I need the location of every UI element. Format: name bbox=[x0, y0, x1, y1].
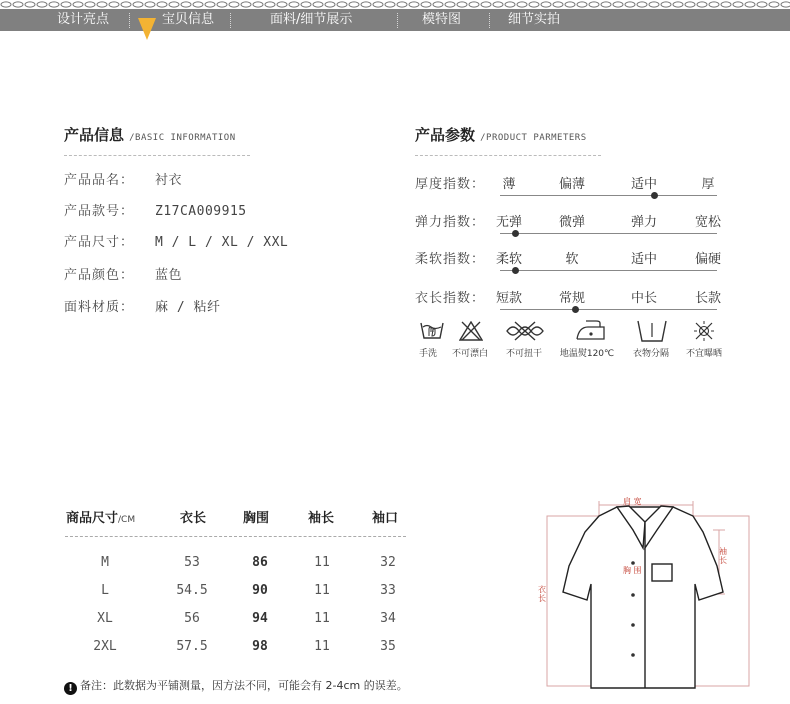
table-cell: 2XL bbox=[93, 639, 117, 654]
param-label: 衣长指数： bbox=[415, 291, 486, 306]
hand-wash-icon bbox=[420, 319, 444, 341]
size-table-header-size bbox=[66, 507, 135, 526]
info-label: 产品款号： bbox=[64, 204, 135, 219]
table-cell: 56 bbox=[184, 611, 200, 626]
product-params-heading bbox=[415, 124, 587, 145]
nav-item-info[interactable]: 宝贝信息 bbox=[162, 12, 215, 27]
wash-separately-icon bbox=[636, 319, 668, 343]
nav-divider bbox=[230, 13, 231, 28]
no-bleach-icon bbox=[459, 321, 483, 341]
table-cell: XL bbox=[97, 611, 113, 626]
size-table-header-chest: 胸围 bbox=[243, 511, 270, 526]
shirt-outline bbox=[563, 506, 723, 688]
param-option: 常规 bbox=[558, 291, 586, 306]
no-sun-dry-icon bbox=[693, 320, 715, 342]
info-row-material bbox=[64, 296, 220, 315]
param-option: 弹力 bbox=[630, 215, 658, 230]
care-label-separate: 衣物分隔 bbox=[632, 349, 670, 359]
nav-divider bbox=[129, 13, 130, 28]
nav-item-model[interactable]: 模特图 bbox=[422, 12, 462, 27]
care-label-no-wring: 不可扭干 bbox=[505, 349, 543, 359]
param-scale-line bbox=[500, 270, 717, 271]
divider bbox=[415, 155, 601, 156]
care-label-iron: 地温熨120℃ bbox=[559, 349, 615, 359]
size-table-header-cuff: 袖口 bbox=[372, 511, 399, 526]
info-value: M / L / XL / XXL bbox=[155, 235, 289, 250]
info-label: 产品品名： bbox=[64, 173, 135, 188]
param-option: 软 bbox=[565, 252, 579, 267]
table-cell: 90 bbox=[252, 583, 268, 598]
param-option: 偏薄 bbox=[558, 177, 586, 192]
measurement-note bbox=[64, 677, 408, 695]
care-label-hand-wash: 手洗 bbox=[418, 349, 438, 359]
info-value: 蓝色 bbox=[155, 268, 183, 283]
info-row-sku bbox=[64, 200, 247, 219]
table-cell: 98 bbox=[252, 639, 268, 654]
param-label: 柔软指数： bbox=[415, 252, 486, 267]
param-option: 无弹 bbox=[495, 215, 523, 230]
table-cell: 35 bbox=[380, 639, 396, 654]
nav-item-fabric[interactable]: 面料/细节展示 bbox=[270, 12, 353, 27]
param-option: 柔软 bbox=[495, 252, 523, 267]
table-cell: L bbox=[101, 583, 109, 598]
info-label: 面料材质： bbox=[64, 300, 135, 315]
top-nav bbox=[0, 9, 790, 31]
info-row-name bbox=[64, 169, 182, 188]
product-params-title: 产品参数 bbox=[415, 126, 476, 144]
param-option: 短款 bbox=[495, 291, 523, 306]
param-option: 微弹 bbox=[558, 215, 586, 230]
info-row-size bbox=[64, 231, 288, 250]
table-cell: 94 bbox=[252, 611, 268, 626]
info-row-color bbox=[64, 264, 182, 283]
param-option: 适中 bbox=[630, 252, 658, 267]
table-cell: 11 bbox=[314, 639, 330, 654]
table-cell: 11 bbox=[314, 611, 330, 626]
table-cell: 86 bbox=[252, 555, 268, 570]
iron-low-icon bbox=[574, 319, 608, 341]
size-table-header-length: 衣长 bbox=[180, 511, 207, 526]
product-info-title: 产品信息 bbox=[64, 126, 125, 144]
header-unit: /CM bbox=[118, 515, 136, 525]
product-info-heading bbox=[64, 124, 236, 145]
header-label: 商品尺寸 bbox=[66, 511, 119, 526]
info-label: 产品尺寸： bbox=[64, 235, 135, 250]
param-indicator-dot bbox=[572, 306, 579, 313]
table-divider bbox=[65, 536, 406, 537]
info-value: 衬衣 bbox=[155, 173, 183, 188]
size-table-header-sleeve: 袖长 bbox=[308, 511, 335, 526]
table-cell: M bbox=[101, 555, 109, 570]
info-label: 产品颜色： bbox=[64, 268, 135, 283]
length-label: 衣 长 bbox=[538, 585, 546, 603]
shirt-measurement-diagram bbox=[533, 492, 761, 692]
sleeve-label: 袖 长 bbox=[719, 547, 727, 565]
param-indicator-dot bbox=[512, 230, 519, 237]
param-scale-line bbox=[500, 309, 717, 310]
param-label: 弹力指数： bbox=[415, 215, 486, 230]
product-info-subtitle: /BASIC INFORMATION bbox=[129, 133, 236, 143]
care-label-no-bleach: 不可漂白 bbox=[451, 349, 489, 359]
shoulder-width-label: 肩 宽 bbox=[623, 497, 642, 506]
nav-item-highlights[interactable]: 设计亮点 bbox=[57, 12, 110, 27]
table-cell: 53 bbox=[184, 555, 200, 570]
chest-label: 胸 围 bbox=[623, 566, 642, 575]
param-option: 宽松 bbox=[694, 215, 722, 230]
param-indicator-dot bbox=[651, 192, 658, 199]
nav-divider bbox=[397, 13, 398, 28]
param-indicator-dot bbox=[512, 267, 519, 274]
table-cell: 11 bbox=[314, 555, 330, 570]
no-wring-icon bbox=[505, 321, 545, 341]
param-option: 适中 bbox=[630, 177, 658, 192]
param-scale-line bbox=[500, 233, 717, 234]
nav-item-detail[interactable]: 细节实拍 bbox=[508, 12, 561, 27]
active-tab-pointer bbox=[138, 18, 156, 40]
param-option: 偏硬 bbox=[694, 252, 722, 267]
param-option: 厚 bbox=[701, 177, 715, 192]
note-text: 备注：此数据为平铺测量，因方法不同，可能会有 2-4cm 的误差。 bbox=[80, 679, 408, 692]
nav-divider bbox=[489, 13, 490, 28]
param-scale-line bbox=[500, 195, 717, 196]
table-cell: 32 bbox=[380, 555, 396, 570]
table-cell: 34 bbox=[380, 611, 396, 626]
product-params-subtitle: /PRODUCT PARMETERS bbox=[480, 133, 587, 143]
table-cell: 11 bbox=[314, 583, 330, 598]
param-label: 厚度指数： bbox=[415, 177, 486, 192]
param-option: 薄 bbox=[502, 177, 516, 192]
info-value: 麻 / 粘纤 bbox=[155, 300, 221, 315]
table-cell: 57.5 bbox=[176, 639, 208, 654]
param-option: 中长 bbox=[630, 291, 658, 306]
care-label-no-sun: 不宜曝晒 bbox=[685, 349, 723, 359]
info-value: Z17CA009915 bbox=[155, 204, 247, 219]
exclamation-icon: ! bbox=[64, 682, 77, 695]
param-option: 长款 bbox=[694, 291, 722, 306]
divider bbox=[64, 155, 250, 156]
table-cell: 54.5 bbox=[176, 583, 208, 598]
table-cell: 33 bbox=[380, 583, 396, 598]
chain-border bbox=[0, 0, 790, 9]
